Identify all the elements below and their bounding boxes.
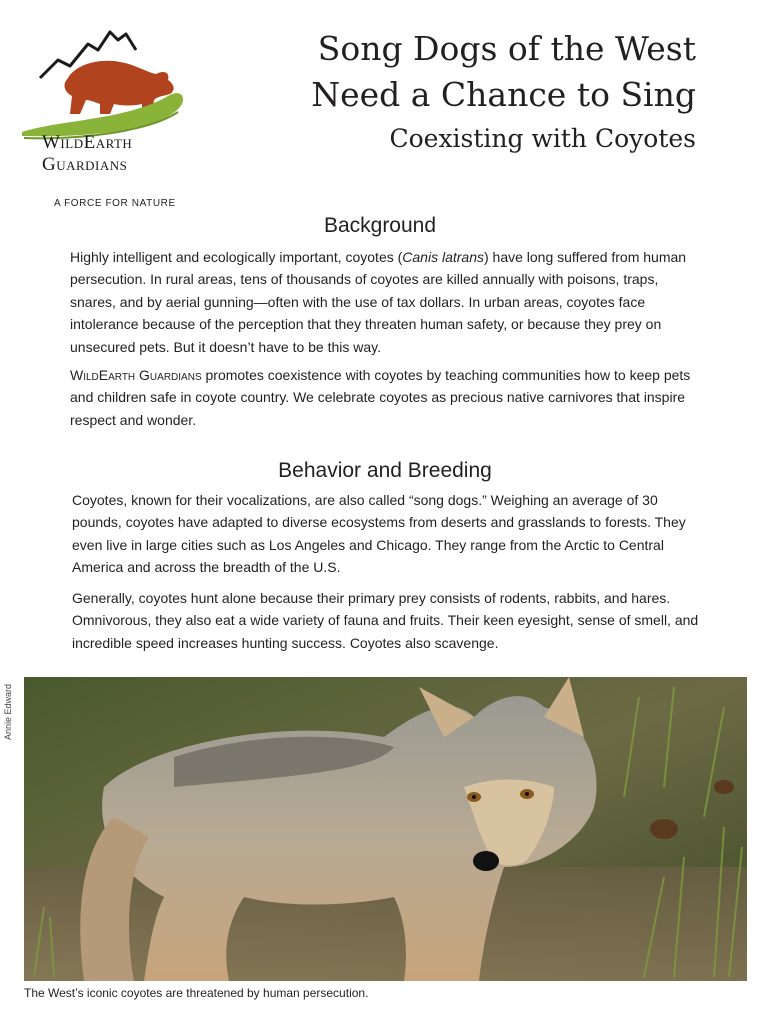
title-line2: Need a Chance to Sing [311,75,696,114]
behavior-paragraph-2: Generally, coyotes hunt alone because their primary prey consists of rodents, rabbits, and hares. Omnivorous, they also eat a wide variety of fauna and fruits. Their keen eyesight, sense of smell, and incredible speed increases hunting success. Coyotes also scavenge. [72,590,699,651]
p2-after: promotes coexistence with coyotes by teaching communities how to keep pets and children safe in coyote country. We celebrate coyotes as precious native carnivores that inspire respect and wonder. [70,367,691,428]
logo-tagline: A FORCE FOR NATURE [54,198,176,209]
coyote-illustration-icon [24,677,747,981]
background-paragraph-2 [70,364,700,431]
p1-before: Highly intelligent and ecologically important, coyotes ( [70,249,403,265]
page-subtitle: Coexisting with Coyotes [389,124,696,153]
logo-name-line1: WildEarth [42,132,133,153]
behavior-heading: Behavior and Breeding [278,459,492,482]
logo-name-line2: Guardians [42,154,128,175]
background-paragraph-1 [70,246,700,358]
title-line1: Song Dogs of the West [317,29,696,68]
photo-caption: The West’s iconic coyotes are threatened by human persecution. [24,986,369,1000]
background-heading: Background [323,214,437,237]
page-title [256,26,696,118]
behavior-paragraph-1: Coyotes, known for their vocalizations, are also called “song dogs.” Weighing an average of 30 pounds, coyotes have adapted to diverse ecosystems from deserts and grasslands to forests. They even live in large cities such as Los Angeles and Chicago. They range from the Arctic to Central America and across the breadth of the U.S. [72,492,686,576]
wildearth-guardians-logo [18,20,198,209]
photo-credit: Annie Edward [3,683,13,740]
p1-after: ) have long suffered from human persecution. In rural areas, tens of thousands of coyotes are killed annually with poisons, traps, snares, and by aerial gunning—often with the use of tax dollars. In urban areas, coyotes face intolerance because of the perception that they threaten human safety, or because they prey on unsecured pets. But it doesn’t have to be this way. [70,249,687,355]
species-name: Canis latrans [402,249,484,265]
org-name: WildEarth Guardians [70,367,202,383]
coyote-photo [24,677,747,981]
logo-name [42,132,212,176]
